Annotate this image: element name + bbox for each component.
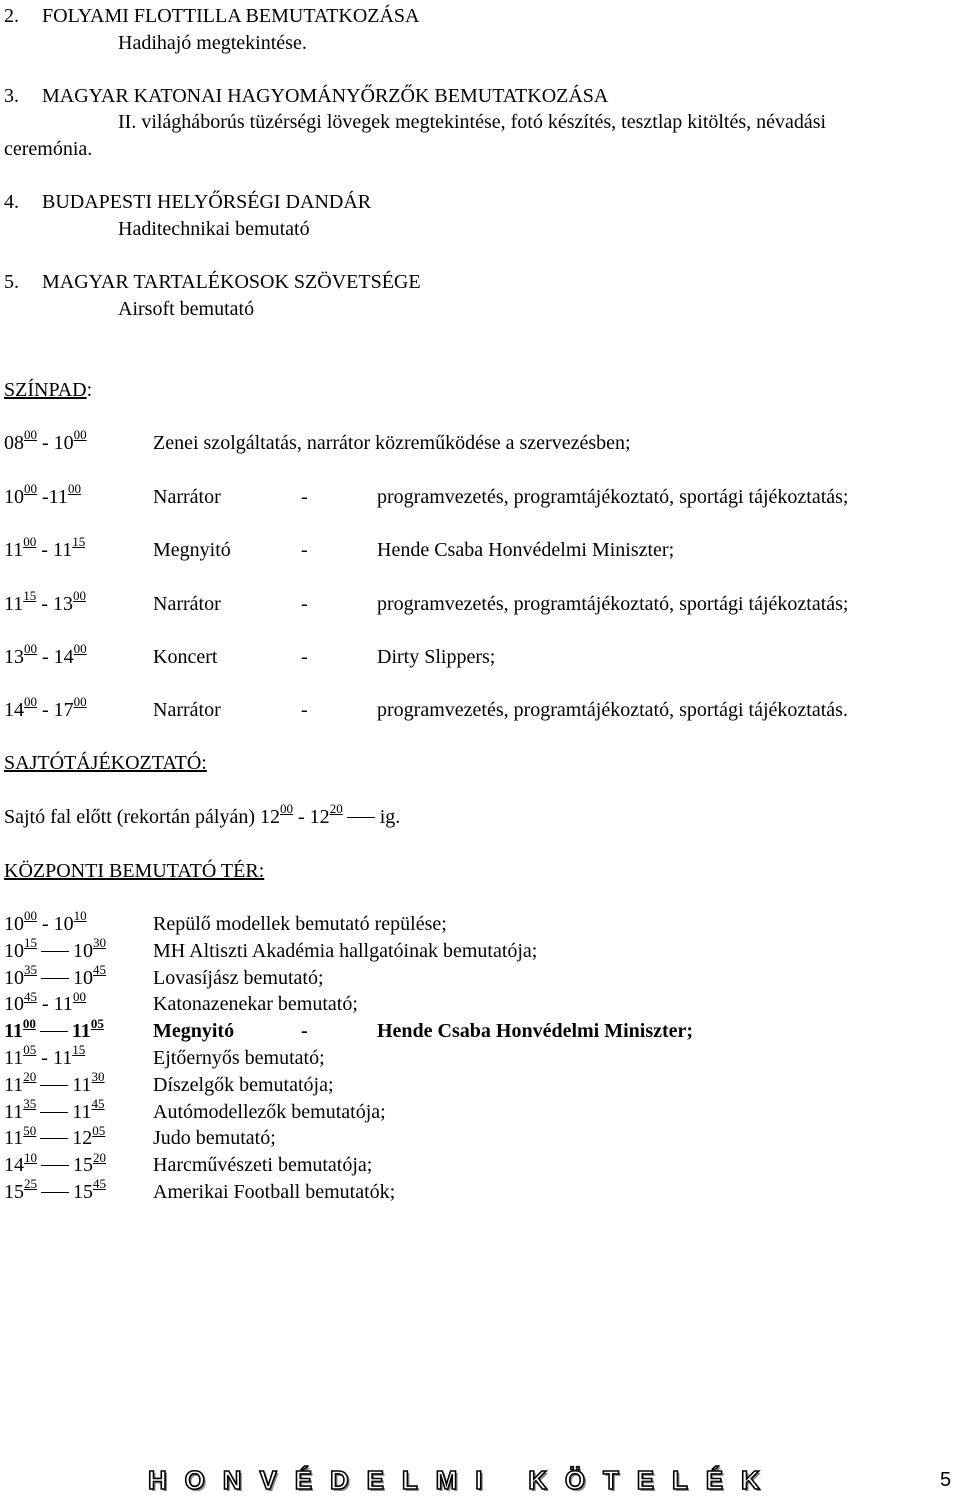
stage-desc: Dirty Slippers; <box>377 646 496 668</box>
central-program: Judo bemutató; <box>153 1127 276 1150</box>
item-desc: Airsoft bemutató <box>118 298 255 320</box>
press-line <box>4 801 401 829</box>
time-min-start: 00 <box>22 1015 36 1031</box>
time-min-start: 05 <box>23 1042 37 1058</box>
time-hour-start: 11 <box>4 539 24 561</box>
stage-heading-colon: : <box>86 379 93 401</box>
time-min-end: 00 <box>72 988 86 1004</box>
time-hour-start: 11 <box>4 1127 24 1150</box>
time-hour-end: 14 <box>53 646 74 668</box>
central-program: Amerikai Football bemutatók; <box>153 1181 396 1203</box>
time-hour-start: 14 <box>4 1154 24 1177</box>
time-min-end: 45 <box>93 961 106 977</box>
central-time <box>4 961 106 990</box>
central-time <box>4 1069 105 1097</box>
item-number: 5. <box>4 271 19 293</box>
time-hour-start: 08 <box>4 432 24 454</box>
time-sep: - <box>37 699 54 721</box>
time-min-end: 10 <box>73 908 87 924</box>
stage-dash: - <box>301 593 308 615</box>
time-sep-line <box>40 1112 68 1113</box>
central-program: Lovasíjász bemutató; <box>153 966 324 989</box>
item-desc-cont: ceremónia. <box>4 138 93 160</box>
time-hour-start: 10 <box>4 966 24 989</box>
time-min-start: 20 <box>23 1069 37 1085</box>
item-number: 4. <box>4 191 19 213</box>
stage-desc: programvezetés, programtájékoztató, sportági tájékoztatás. <box>377 699 848 721</box>
time-min-end: 15 <box>72 534 86 550</box>
time-min-start: 00 <box>24 908 37 924</box>
time-hour-start: 10 <box>4 913 24 935</box>
time-hour-start: 10 <box>4 939 24 962</box>
time-hour-end: 11 <box>71 1020 91 1043</box>
central-program: Harcművészeti bemutatója; <box>153 1154 373 1177</box>
time-hour-end: 10 <box>53 432 74 454</box>
central-program: Megnyitó <box>153 1020 235 1043</box>
time-min-start: 00 <box>24 427 37 443</box>
stage-time <box>4 427 87 455</box>
footer-letter: I <box>475 1465 483 1495</box>
time-hour-start: 11 <box>4 1047 24 1069</box>
time-hour-end: 10 <box>53 913 74 935</box>
item-desc: II. világháborús tüzérségi lövegek megtekintése, fotó készítés, tesztlap kitöltés, névadási <box>118 111 827 133</box>
time-min-start: 15 <box>23 588 37 604</box>
press-text-after: ig. <box>374 806 401 828</box>
time-min-end: 30 <box>91 1069 105 1085</box>
time-sep-hyphen: - <box>36 1047 53 1069</box>
stage-program: Zenei szolgáltatás, narrátor közreműködése a szervezésben; <box>153 432 631 454</box>
time-min-start: 45 <box>24 988 37 1004</box>
footer-letter: E <box>366 1465 384 1495</box>
time-sep: - <box>37 432 54 454</box>
time-hour-end: 17 <box>53 699 74 721</box>
time-hour-start: 10 <box>4 486 24 508</box>
time-hour-end: 11 <box>52 539 73 561</box>
footer-letter: É <box>705 1465 724 1495</box>
time-hour-end: 13 <box>52 593 73 615</box>
central-program: MH Altiszti Akadémia hallgatóinak bemutatója; <box>153 939 538 962</box>
central-time <box>4 1095 105 1124</box>
page-number: 5 <box>940 1469 952 1491</box>
time-min-start: 50 <box>23 1122 37 1138</box>
time-min-end: 05 <box>90 1015 104 1031</box>
stage-desc: programvezetés, programtájékoztató, sportági tájékoztatás; <box>377 593 849 615</box>
time-hour-end: 11 <box>72 1073 92 1096</box>
time-min-end: 30 <box>93 935 106 951</box>
press-heading: SAJTÓTÁJÉKOZTATÓ: <box>4 752 207 774</box>
item-title: MAGYAR TARTALÉKOSOK SZÖVETSÉGE <box>42 271 421 293</box>
time-sep: - <box>36 593 53 615</box>
footer-letter: É <box>294 1465 313 1495</box>
time-hour-end: 10 <box>73 966 93 989</box>
time-sep: - <box>36 539 53 561</box>
time-sep-line <box>40 1031 68 1032</box>
stage-time <box>4 481 81 509</box>
time-sep-line <box>41 1192 69 1193</box>
time-hour-end: 15 <box>73 1154 93 1177</box>
footer-letter: D <box>329 1465 349 1495</box>
central-desc: Hende Csaba Honvédelmi Miniszter; <box>377 1020 694 1043</box>
stage-desc: Hende Csaba Honvédelmi Miniszter; <box>377 539 675 561</box>
time-sep-line <box>40 1138 68 1139</box>
time-min-start: 00 <box>24 481 37 497</box>
time-min-start: 25 <box>24 1176 37 1192</box>
time-sep-hyphen: - <box>37 993 54 1016</box>
press-min-2: 20 <box>329 801 343 817</box>
time-min-start: 15 <box>24 935 37 951</box>
time-hour-start: 14 <box>4 699 24 721</box>
press-min-1: 00 <box>280 801 294 817</box>
time-hour-start: 10 <box>4 993 24 1016</box>
time-sep-line <box>41 951 69 952</box>
central-program: Ejtőernyős bemutató; <box>153 1047 325 1069</box>
central-program: Díszelgők bemutatója; <box>153 1073 334 1096</box>
stage-program: Narrátor <box>153 593 221 615</box>
time-min-end: 05 <box>92 1122 106 1138</box>
stage-time <box>4 588 86 616</box>
central-time <box>4 1149 106 1177</box>
time-min-start: 10 <box>24 1149 37 1165</box>
time-min-end: 00 <box>73 427 87 443</box>
central-dash: - <box>301 1020 308 1043</box>
time-min-end: 20 <box>93 1149 106 1165</box>
time-min-start: 35 <box>23 1095 37 1111</box>
central-time <box>4 908 87 936</box>
time-min-end: 45 <box>93 1176 106 1192</box>
time-hour-end: 11 <box>72 1100 92 1123</box>
time-sep-hyphen: - <box>37 913 54 935</box>
footer-letter: K <box>528 1465 547 1495</box>
footer-letter: Ö <box>564 1465 586 1495</box>
time-hour-end: 11 <box>52 1047 73 1069</box>
time-min-start: 00 <box>24 694 37 710</box>
stage-program: Koncert <box>153 646 218 668</box>
time-hour-end: 12 <box>72 1127 93 1150</box>
time-hour-start: 13 <box>4 646 24 668</box>
time-hour-start: 11 <box>4 1100 24 1123</box>
press-text: Sajtó fal előtt (rekortán pályán) 12 <box>4 806 281 828</box>
central-program: Repülő modellek bemutató repülése; <box>153 913 447 935</box>
time-hour-end: 11 <box>53 993 73 1016</box>
time-hour-end: 11 <box>48 486 68 508</box>
item-title: FOLYAMI FLOTTILLA BEMUTATKOZÁSA <box>42 5 420 27</box>
time-sep: - <box>37 646 54 668</box>
time-hour-end: 15 <box>73 1181 93 1203</box>
footer-letter: L <box>672 1465 688 1495</box>
time-min-end: 45 <box>91 1095 105 1111</box>
stage-time <box>4 641 87 669</box>
footer-letter: H <box>148 1465 167 1495</box>
stage-dash: - <box>301 699 308 721</box>
item-desc: Hadihajó megtekintése. <box>118 32 307 54</box>
central-time <box>4 935 106 963</box>
footer-letter: L <box>401 1465 418 1495</box>
central-heading: KÖZPONTI BEMUTATÓ TÉR: <box>4 860 265 882</box>
footer-letter: N <box>222 1465 242 1495</box>
stage-dash: - <box>301 539 308 561</box>
time-sep: - <box>37 486 49 508</box>
time-hour-start: 11 <box>4 593 24 615</box>
time-hour-start: 15 <box>4 1181 24 1203</box>
time-hour-start: 11 <box>4 1020 23 1043</box>
stage-program: Narrátor <box>153 699 221 721</box>
time-sep-line <box>40 1085 68 1086</box>
press-dash <box>347 817 375 818</box>
item-title: MAGYAR KATONAI HAGYOMÁNYŐRZŐK BEMUTATKOZÁSA <box>42 85 609 107</box>
stage-heading-text: SZÍNPAD <box>4 379 87 401</box>
time-min-end: 15 <box>72 1042 86 1058</box>
footer-letter: T <box>603 1465 619 1495</box>
time-min-end: 00 <box>72 588 86 604</box>
stage-heading <box>4 378 92 402</box>
stage-program: Narrátor <box>153 486 221 508</box>
time-hour-start: 11 <box>4 1073 24 1096</box>
footer-letter: E <box>636 1465 655 1495</box>
press-sep: - 12 <box>293 806 330 828</box>
central-time <box>4 1122 106 1150</box>
footer-letter: O <box>184 1465 205 1495</box>
footer-wordmark <box>148 1464 760 1496</box>
item-number: 2. <box>4 5 19 27</box>
time-min-start: 35 <box>24 961 37 977</box>
central-program: Autómodellezők bemutatója; <box>153 1100 386 1123</box>
stage-dash: - <box>301 646 308 668</box>
time-sep-line <box>41 978 69 979</box>
central-time <box>4 1015 104 1043</box>
footer-letter: V <box>259 1465 277 1495</box>
stage-time <box>4 534 86 562</box>
stage-program: Megnyitó <box>153 539 231 561</box>
central-time <box>4 1042 86 1070</box>
time-min-start: 00 <box>24 641 37 657</box>
footer-letter: K <box>741 1465 760 1495</box>
stage-dash: - <box>301 486 308 508</box>
central-time <box>4 1176 106 1204</box>
time-hour-end: 10 <box>73 939 93 962</box>
time-min-start: 00 <box>23 534 37 550</box>
time-min-end: 00 <box>67 481 81 497</box>
central-program: Katonazenekar bemutató; <box>153 993 358 1016</box>
time-min-end: 00 <box>73 694 87 710</box>
stage-time <box>4 694 87 722</box>
time-sep-line <box>41 1165 69 1166</box>
item-title: BUDAPESTI HELYŐRSÉGI DANDÁR <box>42 191 372 213</box>
footer-letter: M <box>435 1465 458 1495</box>
stage-desc: programvezetés, programtájékoztató, sportági tájékoztatás; <box>377 486 849 508</box>
item-number: 3. <box>4 85 19 107</box>
time-min-end: 00 <box>73 641 87 657</box>
central-time <box>4 988 86 1016</box>
item-desc: Haditechnikai bemutató <box>118 218 310 240</box>
